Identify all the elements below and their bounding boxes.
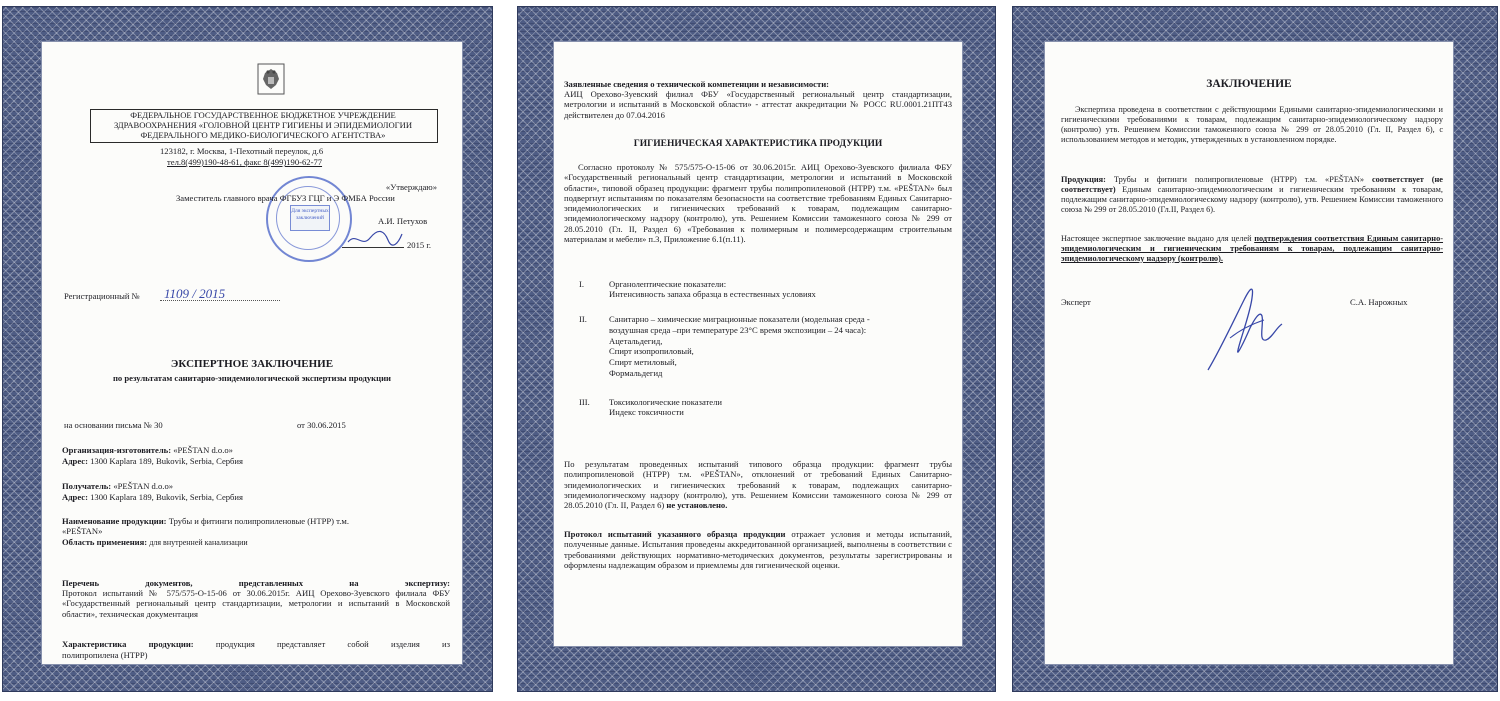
indicator-2-line-3: Ацетальдегид, bbox=[609, 336, 663, 346]
protocol2-paragraph bbox=[564, 529, 952, 570]
address-value: 1300 Kaplara 189, Bukovik, Serbia, Сербия bbox=[90, 456, 243, 466]
reg-number-value: 1109 / 2015 bbox=[164, 286, 226, 301]
address2-label: Адрес: bbox=[62, 492, 88, 502]
expert-signature-icon bbox=[1200, 280, 1290, 376]
product-text: Трубы и фитинги полипропиленовые (НТРР) т.м. «PEŠTAN» bbox=[1113, 175, 1365, 184]
document-title: ЭКСПЕРТНОЕ ЗАКЛЮЧЕНИЕ bbox=[170, 358, 334, 370]
characteristic-value-2: полипропилена (НТРР) bbox=[62, 650, 148, 660]
reg-number-label: Регистрационный № bbox=[64, 291, 140, 301]
product-label: Наименование продукции: bbox=[62, 516, 167, 526]
document-page-3 bbox=[1012, 6, 1498, 692]
indicator-2-num: II. bbox=[579, 314, 587, 324]
approval-year: 2015 г. bbox=[407, 240, 432, 250]
scope-row bbox=[62, 537, 248, 548]
conclusion-intro: Экспертиза проведена в соответствии с действующими Едиными санитарно-эпидемиологическими и гигиеническими требованиями к товарам, подлежащим санитарно-эпидемиологическому надзору (контролю) утв. Решением Комиссии таможенного союза № 299 от 28.05.2010 (Гл. II, Раздел 6), с использованием методов и методик, утвержденных в установленном порядке. bbox=[1061, 105, 1443, 144]
document-page-2 bbox=[517, 6, 996, 692]
scope-label: Область применения: bbox=[62, 537, 148, 547]
institution-line-1: ФЕДЕРАЛЬНОЕ ГОСУДАРСТВЕННОЕ БЮДЖЕТНОЕ УЧРЕЖДЕНИЕ bbox=[130, 110, 396, 120]
document-subtitle: по результатам санитарно-эпидемиологической экспертизы продукции bbox=[112, 373, 391, 383]
indicator-1-num: I. bbox=[579, 279, 585, 289]
protocol2-text: отражает условия и методы испытаний, полученные данные. Испытания проведены аккредитованной организацией, выполнены в соответствии с требованиями действующих нормативно-методических документов, результаты зарегистрированы и оформлены надлежащим образом и приемлемы для гигиенической оценки. bbox=[564, 529, 952, 570]
manufacturer-label: Организация-изготовитель: bbox=[62, 445, 172, 455]
expert-name: С.А. Нарожных bbox=[1350, 297, 1408, 307]
address2-value: 1300 Kaplara 189, Bukovik, Serbia, Сербия bbox=[90, 492, 243, 502]
manufacturer-value: «PEŠTAN d.o.o» bbox=[173, 445, 233, 455]
page-2-content bbox=[554, 42, 962, 646]
characteristic-label: Характеристика продукции: bbox=[62, 639, 194, 649]
section-title: ГИГИЕНИЧЕСКАЯ ХАРАКТЕРИСТИКА ПРОДУКЦИИ bbox=[633, 139, 883, 149]
recipient-value: «PEŠTAN d.o.o» bbox=[113, 481, 174, 491]
product-row bbox=[62, 516, 349, 526]
institution-line-2: ЗДРАВООХРАНЕНИЯ «ГОЛОВНОЙ ЦЕНТР ГИГИЕНЫ И ЭПИДЕМИОЛОГИИ bbox=[113, 120, 413, 130]
stamp-text: Для экспертных заключений bbox=[291, 208, 329, 221]
purpose-bold: подтверждения соответствия Единым санитарно-эпидемиологическим и гигиеническим требованиям к товарам, подлежащим санитарно-эпидемиологическому надзору (контролю). bbox=[1061, 234, 1444, 263]
conclusion-title: ЗАКЛЮЧЕНИЕ bbox=[1206, 78, 1292, 90]
address-label: Адрес: bbox=[62, 456, 88, 466]
indicator-2-line-6: Формальдегид bbox=[609, 368, 663, 378]
indicator-1-line-1: Органолептические показатели: bbox=[609, 279, 727, 289]
scope-value: для внутренней канализации bbox=[149, 538, 248, 547]
competence-label: Заявленные сведения о технической компетенции и независимости: bbox=[564, 79, 830, 89]
expert-label: Эксперт bbox=[1061, 297, 1091, 307]
institution-line-3: ФЕДЕРАЛЬНОГО МЕДИКО-БИОЛОГИЧЕСКОГО АГЕНТСТВА» bbox=[140, 130, 386, 140]
result-bold: не установлено. bbox=[666, 500, 728, 511]
result-paragraph bbox=[564, 459, 952, 510]
protocol2-label: Протокол испытаний указанного образца продукции bbox=[564, 529, 786, 539]
indicator-2-line-4: Спирт изопропиловый, bbox=[609, 346, 694, 356]
basis-letter: на основании письма № 30 bbox=[64, 420, 163, 430]
product-label: Продукция: bbox=[1061, 175, 1106, 184]
institution-address: 123182, г. Москва, 1-Пехотный переулок, д.6 bbox=[160, 146, 324, 156]
institution-phone: тел.8(499)190-48-61, факс 8(499)190-62-77 bbox=[167, 157, 323, 167]
reg-number-line bbox=[160, 300, 280, 301]
indicator-3-line-2: Индекс токсичности bbox=[609, 407, 684, 417]
indicator-3-num: III. bbox=[579, 397, 590, 407]
page-1-content bbox=[42, 42, 462, 664]
protocol-text: Согласно протоколу № 575/575-О-15-06 от 30.06.2015г. АИЦ Орехово-Зуевского филиала ФБУ «Государственный региональный центр стандартизации, метрологии и испытаний в Московской области», типовой образец продукции: фрагмент трубы полипропиленовой (НТРР) т.м. «PEŠTAN» был подвергнут испытаниям по показателям безопасности на соответствие требованиям Единых Санитарно-эпидемиологических и гигиенических требований к товарам, подлежащим санитарно-эпидемиологическому надзору (контролю), утв. Решением Комиссии таможенного союза № 299 от 28.05.2010 (Гл. II, Раздел 6) «Требования к полимерным и полимерсодержащим строительным материалам и мебели» п.3, Приложение 6.1(п.11). bbox=[564, 162, 952, 245]
indicator-2-line-1: Санитарно – химические миграционные показатели (модельная среда - bbox=[609, 314, 870, 324]
approve-label: «Утверждаю» bbox=[385, 182, 437, 192]
manufacturer-row bbox=[62, 445, 233, 455]
approver-title: Заместитель главного врача ФГБУЗ ГЦГ и Э ФМБА России bbox=[176, 193, 395, 203]
competence-text: АИЦ Орехово-Зуевский филиал ФБУ «Государственный региональный центр стандартизации, метрологии и испытаний в Московской области» - аттестат аккредитации № РОСС RU.0001.21ПТ43 действителен до 07.04.2016 bbox=[564, 89, 952, 120]
product-conclusion bbox=[1061, 175, 1443, 215]
product-value-2: «PEŠTAN» bbox=[62, 526, 103, 536]
manufacturer-address-row bbox=[62, 456, 243, 466]
document-page-1 bbox=[2, 6, 493, 692]
recipient-row bbox=[62, 481, 173, 491]
product-rest: Единым санитарно-эпидемиологическим и гигиеническим требованиям к товарам, подлежащим санитарно-эпидемиологическому надзору (контролю), утв. Решением Комиссии таможенного союза № 299 от 28.05.2010 (Гл.II, Раздел 6). bbox=[1061, 185, 1444, 214]
stamp-core bbox=[290, 205, 330, 231]
approver-name: А.И. Петухов bbox=[378, 216, 428, 226]
approver-signature-icon bbox=[344, 226, 404, 250]
docs-label: Перечень документов, представленных на экспертизу: bbox=[62, 578, 450, 588]
indicator-1-line-2: Интенсивность запаха образца в естественных условиях bbox=[609, 289, 816, 299]
basis-date: от 30.06.2015 bbox=[297, 420, 346, 430]
recipient-address-row bbox=[62, 492, 243, 502]
complies-text: соответствует (не соответствует) bbox=[1061, 175, 1443, 194]
purpose-text: Настоящее экспертное заключение выдано для целей bbox=[1061, 234, 1252, 243]
docs-text: Протокол испытаний № 575/575-О-15-06 от 30.06.2015г. АИЦ Орехово-Зуевского филиала ФБУ «Государственный региональный центр стандартизации, метрологии и испытаний в Московской области», техническая документация bbox=[62, 588, 450, 619]
indicator-3-line-1: Токсикологические показатели bbox=[609, 397, 723, 407]
product-value: Трубы и фитинги полипропиленовые (НТРР) т.м. bbox=[168, 516, 349, 526]
characteristic-value: продукция представляет собой изделия из bbox=[215, 639, 450, 649]
indicator-2-line-5: Спирт метиловый, bbox=[609, 357, 677, 367]
page-3-content bbox=[1045, 42, 1453, 664]
result-text: По результатам проведенных испытаний типового образца продукции: фрагмент трубы полипропиленовой (НТРР) т.м. «PEŠTAN», отклонений от требований Единых Санитарно-эпидемиологических и гигиенических требований к товарам, подлежащих санитарно-эпидемиологическому надзору (контролю), утв. Решением Комиссии таможенного союза № 299 от 28.05.2010 (Гл. II, Раздел 6) bbox=[564, 459, 952, 511]
purpose-paragraph bbox=[1061, 234, 1443, 264]
coat-of-arms-icon bbox=[257, 63, 285, 95]
characteristic-row bbox=[62, 639, 450, 649]
recipient-label: Получатель: bbox=[62, 481, 112, 491]
indicator-2-line-2: воздушная среда –при температуре 23°С время экспозиции – 24 часа): bbox=[609, 325, 867, 335]
